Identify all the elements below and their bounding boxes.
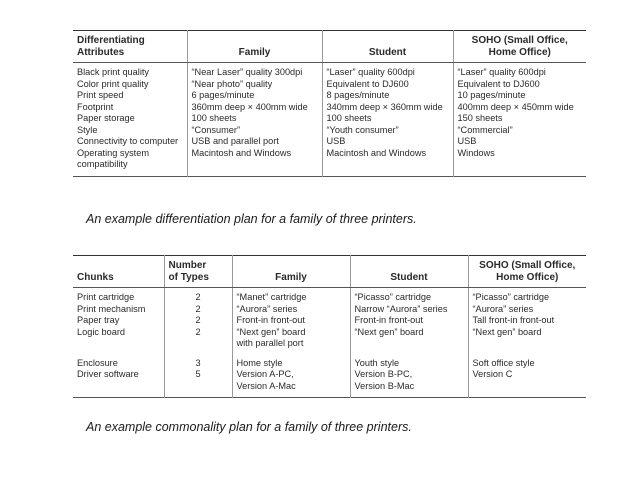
table-cell: Narrow “Aurora” series [350,304,468,316]
table-cell: 3 [164,350,232,370]
table-cell: 2 [164,315,232,327]
table-cell: USB [322,136,453,148]
table-row [73,113,586,125]
table-cell: Front-in front-out [232,315,350,327]
table-row [73,315,586,327]
table-cell: Connectivity to computer [77,136,179,146]
differentiation-caption: An example differentiation plan for a family of three printers. [86,212,417,226]
table-cell: “Consumer” [187,125,322,137]
table-cell: Print mechanism [77,303,146,314]
t1-header-soho: SOHO (Small Office, Home Office) [453,31,586,63]
table-cell: Windows [453,148,586,177]
table-cell: “Aurora” series [232,304,350,316]
table-row [73,125,586,137]
table-cell: Version A-PC, Version A-Mac [232,369,350,398]
table-cell: Black print quality [77,67,150,77]
table-cell: Print cartridge [77,292,135,302]
table-row [73,63,586,79]
table-row [73,79,586,91]
table-cell: “Commercial” [453,125,586,137]
table-row [73,136,586,148]
table-cell: 400mm deep × 450mm wide [453,102,586,114]
t2-header-chunks: Chunks [73,256,164,288]
t2-header-number-of-types: Number of Types [164,256,232,288]
table-cell: 6 pages/minute [187,90,322,102]
table-cell: Version C [468,369,586,398]
table-cell: Print speed [77,90,124,100]
table-row [73,327,586,350]
table-cell: 150 sheets [453,113,586,125]
table-cell: 2 [164,304,232,316]
table-cell: Logic board [77,326,126,337]
table-cell: Color print quality [77,78,149,89]
t1-header-attributes [73,31,187,63]
table-cell: 340mm deep × 360mm wide [322,102,453,114]
table-cell: “Manet” cartridge [232,288,350,304]
table-cell: USB [453,136,586,148]
table-row [73,148,586,177]
table-cell: Soft office style [468,350,586,370]
table-cell: Enclosure [77,357,118,368]
t2-header-family: Family [232,256,350,288]
table-cell: “Picasso” cartridge [468,288,586,304]
table-cell: “Next gen” board [468,327,586,350]
table-cell: 2 [164,327,232,350]
table-row [73,304,586,316]
t1-header-student: Student [322,31,453,63]
table-cell: 2 [164,288,232,304]
table-cell: Driver software [77,369,139,379]
table-cell: “Aurora” series [468,304,586,316]
differentiation-table [73,30,586,177]
table-cell: 8 pages/minute [322,90,453,102]
t2-body [73,288,586,398]
table-cell: Youth style [350,350,468,370]
t2-header-soho: SOHO (Small Office, Home Office) [468,256,586,288]
table-cell: Footprint [77,101,114,112]
t1-body [73,63,586,177]
table-cell: Macintosh and Windows [322,148,453,177]
table-cell: 5 [164,369,232,398]
table-cell: 360mm deep × 400mm wide [187,102,322,114]
table-cell: Equivalent to DJ600 [453,79,586,91]
table-cell: Front-in front-out [350,315,468,327]
table-cell: Version B-PC, Version B-Mac [350,369,468,398]
table-cell: 100 sheets [322,113,453,125]
table-row [73,369,586,398]
table-row [73,90,586,102]
table-cell: 10 pages/minute [453,90,586,102]
table-cell: Style [77,124,98,135]
table-cell: Tall front-in front-out [468,315,586,327]
table-cell: “Picasso” cartridge [350,288,468,304]
t1-header-family: Family [187,31,322,63]
commonality-caption: An example commonality plan for a family of three printers. [86,420,412,434]
table-cell: Macintosh and Windows [187,148,322,177]
table-cell: 100 sheets [187,113,322,125]
table-cell: “Near Laser” quality 300dpi [187,63,322,79]
table-row [73,350,586,370]
table-cell: Paper tray [77,315,120,325]
commonality-table [73,255,586,398]
table-row [73,288,586,304]
table-cell: “Near photo” quality [187,79,322,91]
table-cell: “Laser” quality 600dpi [453,63,586,79]
table-cell: “Next gen” board with parallel port [232,327,350,350]
table-cell: Equivalent to DJ600 [322,79,453,91]
table-row [73,102,586,114]
table-cell: Home style [232,350,350,370]
table-cell: Operating system compatibility [77,147,149,169]
table-cell: “Next gen” board [350,327,468,350]
t2-header-student: Student [350,256,468,288]
table-cell: “Laser” quality 600dpi [322,63,453,79]
table-cell: USB and parallel port [187,136,322,148]
table-cell: “Youth consumer” [322,125,453,137]
t1-header-0: Differentiating Attributes [77,35,145,58]
table-cell: Paper storage [77,113,135,123]
